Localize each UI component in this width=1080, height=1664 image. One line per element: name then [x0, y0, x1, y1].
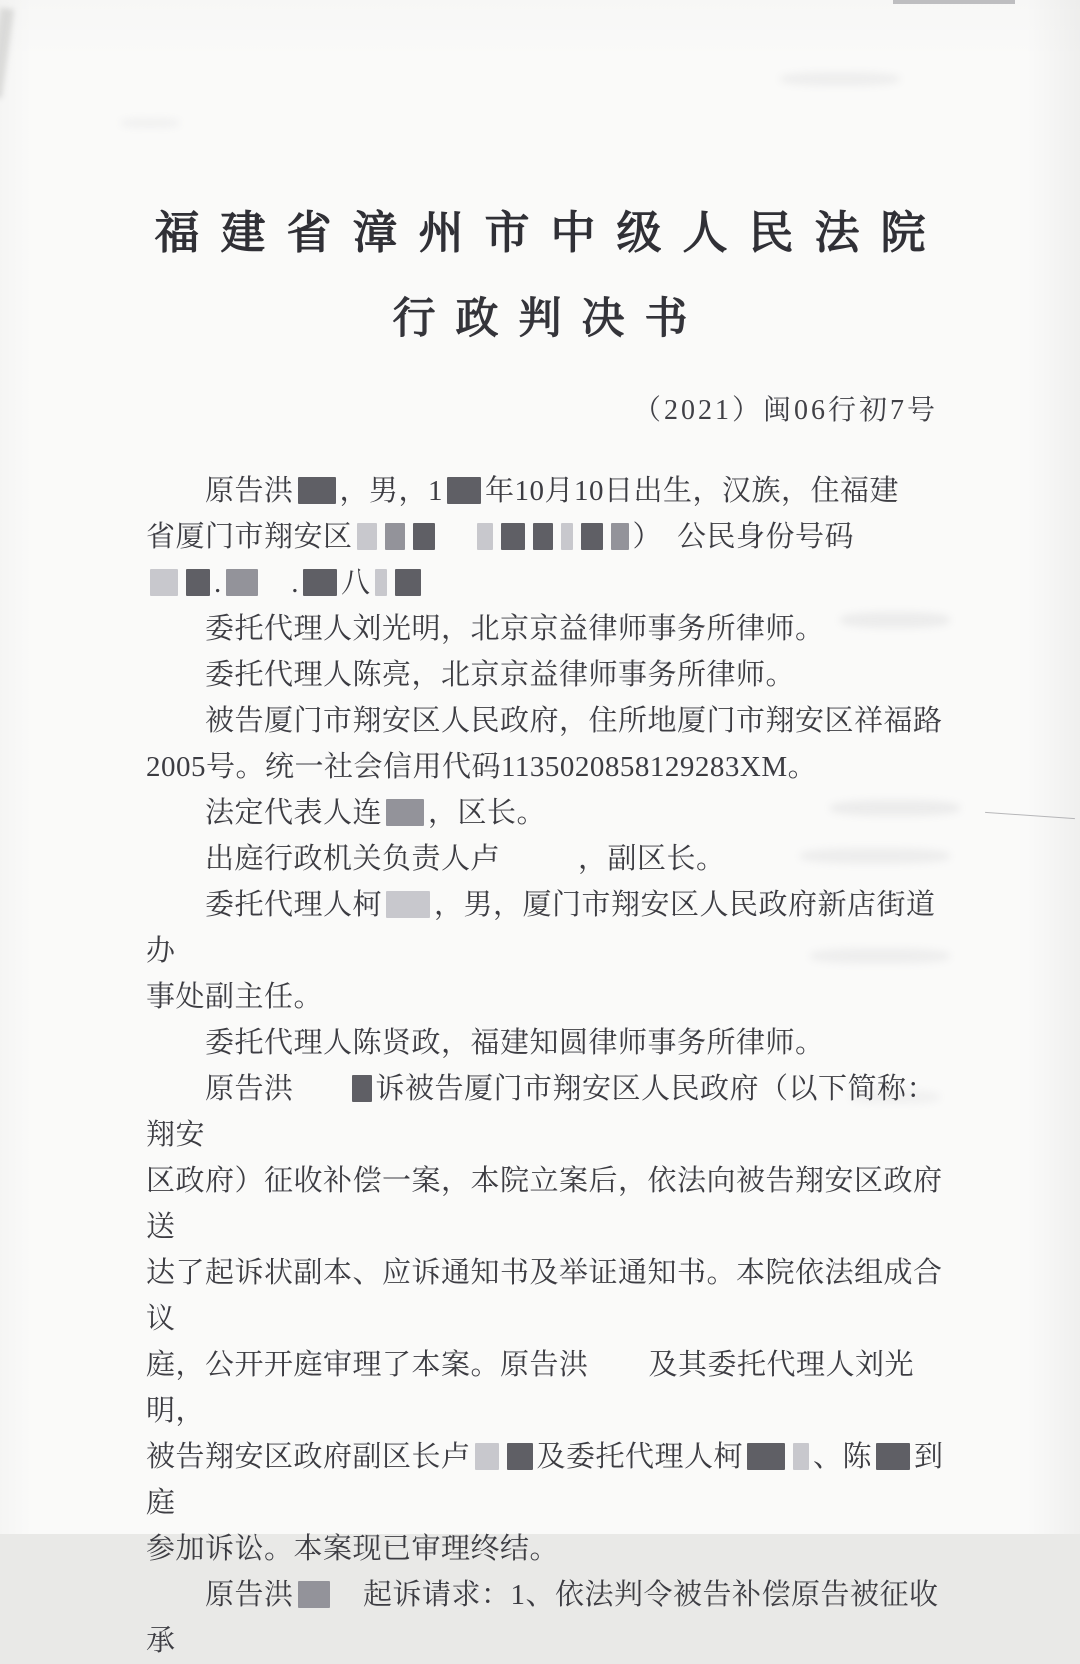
paragraph — [146, 790, 946, 836]
body-text: 达了起诉状副本、应诉通知书及举证通知书。本院依法组成合议 — [146, 1257, 943, 1335]
paragraph — [146, 606, 946, 652]
body-text: . — [261, 567, 300, 599]
body-text: ，副区长。 — [578, 843, 726, 875]
body-text: 法定代表人连 — [205, 797, 383, 829]
redaction-block — [593, 1351, 645, 1378]
document-body — [146, 468, 946, 1664]
redaction-block — [504, 845, 574, 872]
paragraph — [146, 468, 946, 606]
redaction-block — [298, 477, 336, 504]
redaction-block — [413, 523, 435, 550]
body-text: 被告翔安区政府副区长卢 — [146, 1441, 471, 1473]
paragraph — [146, 836, 946, 882]
redaction-block — [501, 523, 525, 550]
redaction-block — [298, 1581, 330, 1608]
case-number: （2021）闽06行初7号 — [632, 395, 938, 426]
body-text: 区政府）征收补偿一案，本院立案后，依法向被告翔安区政府送 — [146, 1165, 943, 1243]
paragraph — [146, 652, 946, 698]
body-text: . — [214, 567, 222, 599]
body-text: 委托代理人柯 — [205, 889, 383, 921]
redaction-block — [352, 1075, 372, 1102]
body-text: 事处副主任。 — [146, 981, 324, 1013]
redaction-block — [386, 891, 430, 918]
bleed-through-mark — [120, 118, 180, 128]
redaction-block — [475, 1443, 499, 1470]
body-text: ） 公民身份号码 — [632, 521, 855, 553]
redaction-block — [581, 523, 603, 550]
redaction-block — [477, 523, 493, 550]
redaction-block — [386, 799, 424, 826]
redaction-block — [611, 523, 629, 550]
body-text: 省厦门市翔安区 — [146, 521, 353, 553]
document-title: 行政判决书 — [392, 296, 708, 343]
body-text: 原告洪 — [205, 1073, 294, 1105]
body-text: 及其委托代理人刘光明， — [146, 1349, 915, 1427]
body-text: 到庭 — [146, 1441, 944, 1519]
redaction-block — [303, 569, 337, 596]
scan-scratch-line — [985, 812, 1075, 819]
body-text: 被告厦门市翔安区人民政府，住所地厦门市翔安区祥福路 — [205, 705, 943, 737]
body-text: 诉被告厦门市翔安区人民政府（以下简称：翔安 — [146, 1073, 937, 1151]
redaction-block — [186, 569, 210, 596]
body-text: 委托代理人陈贤政，福建知圆律师事务所律师。 — [205, 1027, 825, 1059]
body-text: 原告洪 — [205, 475, 294, 507]
body-text: 庭，公开开庭审理了本案。原告洪 — [146, 1349, 589, 1381]
redaction-block — [447, 477, 481, 504]
body-text: 原告洪 — [205, 1579, 294, 1611]
redaction-block — [533, 523, 553, 550]
paragraph — [146, 1572, 946, 1664]
paragraph — [146, 698, 946, 790]
redaction-block — [395, 569, 421, 596]
body-text: 起诉请求：1、依法判令被告补偿原告被征收承 — [146, 1579, 939, 1657]
paragraph — [146, 1066, 946, 1572]
scan-edge-artifact — [893, 0, 1015, 4]
redaction-block — [443, 523, 469, 550]
redaction-block — [561, 523, 573, 550]
paragraph — [146, 1020, 946, 1066]
body-text: 、陈 — [813, 1441, 873, 1473]
body-text: 参加诉讼。本案现已审理终结。 — [146, 1533, 560, 1565]
body-text: ，区长。 — [428, 797, 547, 829]
body-text: 及委托代理人柯 — [536, 1441, 744, 1473]
redaction-block — [876, 1443, 910, 1470]
body-text: 八 — [341, 567, 371, 599]
redaction-block — [385, 523, 405, 550]
redaction-block — [226, 569, 258, 596]
redaction-block — [357, 523, 377, 550]
body-text: 2005号。统一社会信用代码1135020858129283XM。 — [146, 751, 818, 783]
redaction-block — [747, 1443, 785, 1470]
body-text: 委托代理人刘光明，北京京益律师事务所律师。 — [205, 613, 825, 645]
redaction-block — [298, 1075, 344, 1102]
redaction-block — [507, 1443, 533, 1470]
body-text: ，男，厦门市翔安区人民政府新店街道办 — [146, 889, 936, 967]
redaction-block — [375, 569, 387, 596]
paragraph — [146, 882, 946, 1020]
bleed-through-mark — [780, 72, 900, 86]
redaction-block — [150, 569, 178, 596]
body-text: 年10月10日出生，汉族，住福建 — [485, 475, 900, 507]
redaction-block — [793, 1443, 809, 1470]
scan-corner-shadow — [0, 7, 14, 98]
body-text: 出庭行政机关负责人卢 — [205, 843, 501, 875]
court-name: 福建省漳州市中级人民法院 — [154, 208, 947, 258]
body-text: 委托代理人陈亮，北京京益律师事务所律师。 — [205, 659, 796, 691]
body-text: ，男，1 — [339, 475, 444, 507]
